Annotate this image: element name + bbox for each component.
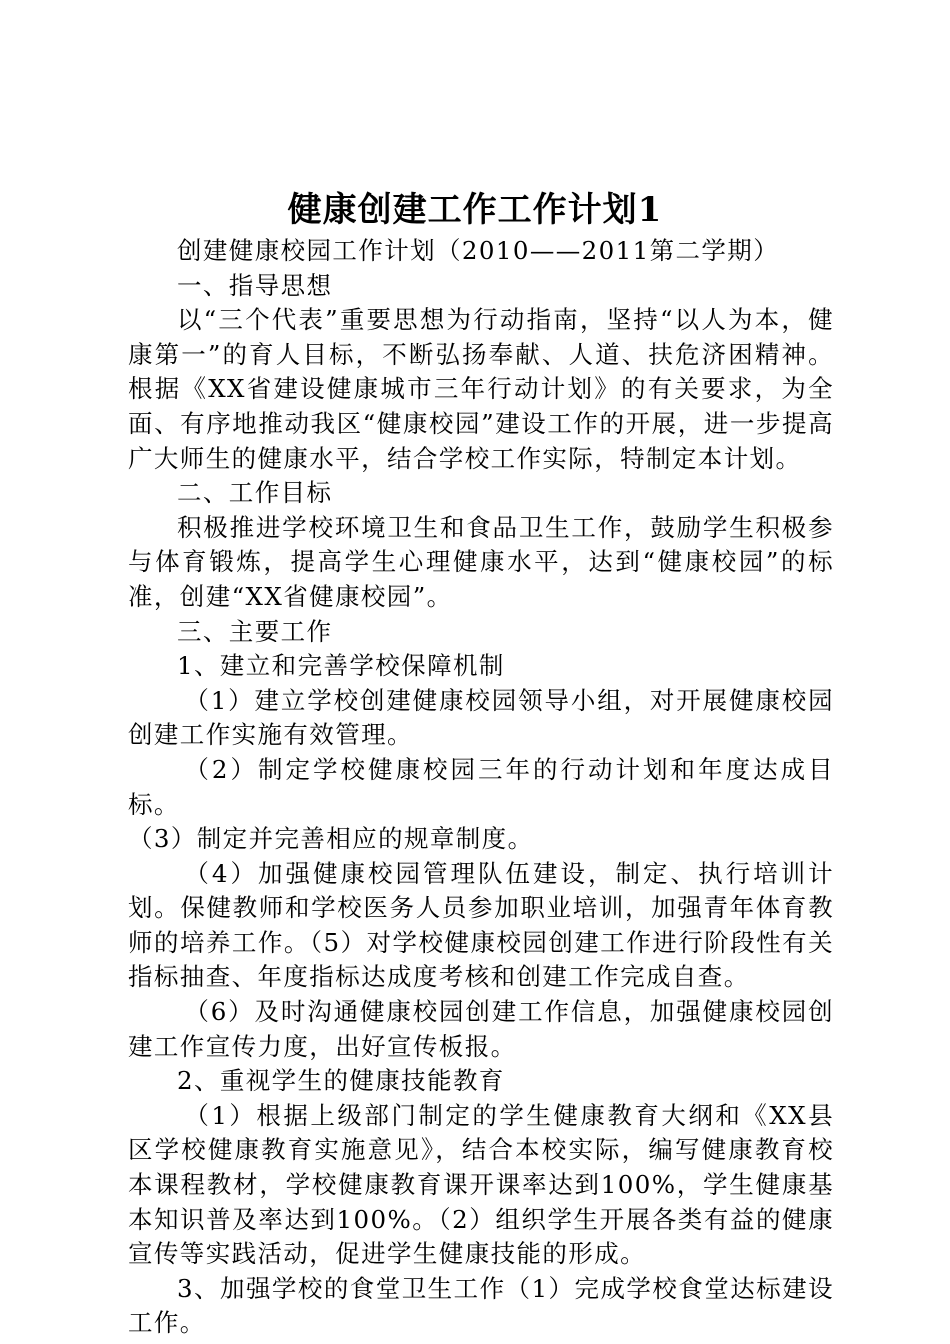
document-body: [128, 234, 834, 1341]
paragraph-item-1-6: （6）及时沟通健康校园创建工作信息，加强健康校园创建工作宣传力度，出好宣传板报。: [128, 997, 834, 1061]
paragraph-item-1-4-5: （4）加强健康校园管理队伍建设，制定、执行培训计划。保健教师和学校医务人员参加职业培训，加强青年体育教师的培养工作。（5）对学校健康校园创建工作进行阶段性有关指标抽查、年度指标达成度考核和创建工作完成自查。: [128, 858, 834, 992]
paragraph-item-2: （1）根据上级部门制定的学生健康教育大纲和《XX县区学校健康教育实施意见》，结合本校实际，编写健康教育校本课程教材，学校健康教育课开课率达到100%，学生健康基本知识普及率达到100%。（2）组织学生开展各类有益的健康宣传等实践活动，促进学生健康技能的形成。: [128, 1100, 834, 1269]
paragraph-guiding-thought: 以“三个代表”重要思想为行动指南，坚持“以人为本，健康第一”的育人目标，不断弘扬奉献、人道、扶危济困精神。根据《XX省建设健康城市三年行动计划》的有关要求，为全面、有序地推动我区“健康校园”建设工作的开展，进一步提高广大师生的健康水平，结合学校工作实际，特制定本计划。: [128, 305, 834, 473]
subheading-canteen-hygiene: 3、加强学校的食堂卫生工作（1）完成学校食堂达标建设工作。: [128, 1273, 834, 1338]
section-heading-work-goals: 二、工作目标: [177, 478, 333, 508]
paragraph-item-1-3: （3）制定并完善相应的规章制度。: [128, 824, 534, 854]
subheading-health-skills: 2、重视学生的健康技能教育: [177, 1066, 505, 1096]
paragraph-item-1-2: （2）制定学校健康校园三年的行动计划和年度达成目标。: [128, 754, 834, 819]
plan-subtitle: 创建健康校园工作计划（2010——2011第二学期）: [177, 236, 780, 265]
paragraph-item-1-1: （1）建立学校创建健康校园领导小组，对开展健康校园创建工作实施有效管理。: [128, 685, 834, 750]
paragraph-work-goals: 积极推进学校环境卫生和食品卫生工作，鼓励学生积极参与体育锻炼，提高学生心理健康水平，达到“健康校园”的标准，创建“XX省健康校园”。: [128, 512, 834, 611]
section-heading-guiding-thought: 一、指导思想: [177, 270, 333, 300]
section-heading-main-work: 三、主要工作: [177, 616, 333, 646]
subheading-safeguard-mechanism: 1、建立和完善学校保障机制: [177, 651, 505, 681]
document-title: 健康创建工作工作计划1: [287, 190, 663, 230]
